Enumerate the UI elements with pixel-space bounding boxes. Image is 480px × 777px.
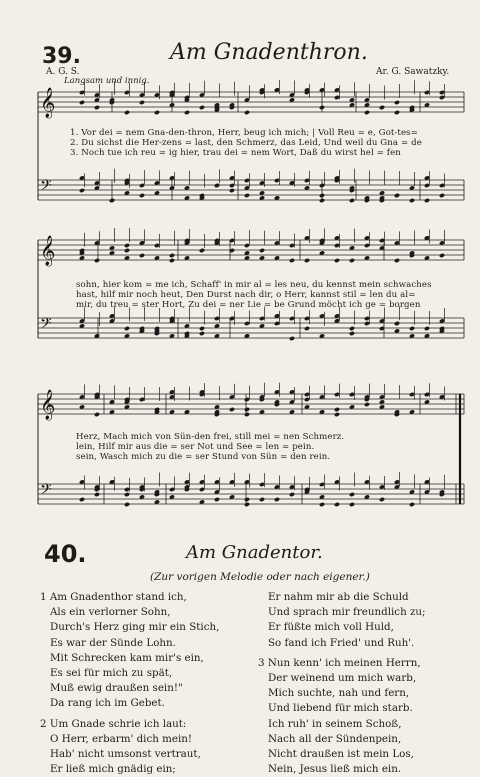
note-head <box>79 188 85 193</box>
verse-line: Da rang ich im Gebet. <box>50 697 165 710</box>
note-head <box>94 258 100 263</box>
verse-line: 1 Am Gnadenthor stand ich, <box>40 591 187 603</box>
verse-line: So fand ich Fried' und Ruh'. <box>268 636 415 649</box>
verse-line: Er nahm mir ab die Schuld <box>268 591 409 603</box>
note-head <box>244 497 250 502</box>
note-head <box>139 100 145 105</box>
note-head <box>304 258 310 263</box>
note-head <box>229 407 235 412</box>
note-head <box>364 402 370 407</box>
note-head <box>439 253 445 258</box>
note-head <box>259 497 265 502</box>
note-head <box>244 110 250 115</box>
note-head <box>214 497 220 502</box>
note-head <box>94 412 100 417</box>
note-head <box>124 502 130 507</box>
bass-clef-icon: 𝄢 <box>40 315 52 336</box>
lyric-line: sein, Wasch mich zu die = ser Stund von Sün = den rein. <box>76 452 331 462</box>
note-head <box>79 497 85 502</box>
note-head <box>154 110 160 115</box>
note-head <box>319 198 325 203</box>
note-head <box>124 248 130 253</box>
verse-line: Als ein verlorner Sohn, <box>50 606 171 619</box>
verse-line: Es war der Sünde Lohn. <box>50 636 176 649</box>
note-head <box>379 105 385 110</box>
note-head <box>394 110 400 115</box>
note-head <box>304 326 310 331</box>
note-head <box>199 326 205 331</box>
note-head <box>349 198 355 203</box>
note-head <box>169 253 175 258</box>
note-head <box>349 258 355 263</box>
verse-line: Der weinend um mich warb, <box>268 672 417 685</box>
note-head <box>199 105 205 110</box>
note-head <box>139 193 145 198</box>
note-head <box>94 105 100 110</box>
note-head <box>394 258 400 263</box>
lyric-line: mir, du treu = ster Hort, Zu dei = ner Lie = be Grund möcht ich ge = borgen <box>76 300 421 310</box>
note-head <box>409 502 415 507</box>
note-head <box>274 497 280 502</box>
note-head <box>124 492 130 497</box>
hymn-40-number: 40. <box>44 540 87 568</box>
note-head <box>439 193 445 198</box>
treble-clef-icon: 𝄞 <box>40 390 56 420</box>
verse-line: Ich ruh' in seinem Schoß, <box>268 717 402 730</box>
verse-line: Und liebend für mich starb. <box>268 702 413 715</box>
note-head <box>259 248 265 253</box>
note-head <box>124 110 130 115</box>
note-head <box>409 326 415 331</box>
verse-line: Und sprach mir freundlich zu; <box>268 606 426 619</box>
note-head <box>364 110 370 115</box>
verse-line: O Herr, erbarm' dich mein! <box>50 732 193 745</box>
verse-line: Mich suchte, nah und fern, <box>268 687 410 700</box>
lyric-line: lein, Hilf mir aus die = ser Not und See = len = pein. <box>76 442 315 452</box>
hymn-39-author-right: Ar. G. Sawatzky. <box>376 67 450 77</box>
lyric-line: sohn, hier kom = me ich, Schaff' in mir al = les neu, du kennst mein schwaches <box>76 280 432 290</box>
verse-line: 2 Um Gnade schrie ich laut: <box>40 717 187 730</box>
note-head <box>394 321 400 326</box>
note-head <box>394 100 400 105</box>
note-head <box>349 331 355 336</box>
hymn-39-tempo: Langsam und innig. <box>64 76 150 86</box>
note-head <box>214 183 220 188</box>
note-head <box>289 336 295 341</box>
note-head <box>334 258 340 263</box>
note-head <box>334 502 340 507</box>
note-head <box>379 497 385 502</box>
verse-line: Es sei für mich zu spät, <box>50 667 173 680</box>
system-3-lyrics <box>76 432 344 462</box>
verse-line: Nicht draußen ist mein Los, <box>268 748 414 761</box>
lyric-line: Herz, Mach mich von Sün-den frei, still mei = nen Schmerz. <box>76 432 345 442</box>
note-head <box>124 326 130 331</box>
lyric-line: 2. Du sichst die Her-zens = last, den Schmerz, das Leid, Und weil du Gna = de <box>70 138 422 148</box>
hymn-39-title: Am Gnadenthron. <box>170 40 368 65</box>
note-head <box>79 100 85 105</box>
note-head <box>229 188 235 193</box>
hymn-40-left-column <box>40 590 219 777</box>
note-head <box>319 105 325 110</box>
verse-line: Nein, Jesus ließ mich ein. <box>268 763 402 776</box>
verse-line: Mit Schrecken kam mir's ein, <box>50 651 204 664</box>
note-head <box>289 258 295 263</box>
note-head <box>319 193 325 198</box>
verse-line: Er füßte mich voll Huld, <box>268 621 394 634</box>
note-head <box>184 110 190 115</box>
note-head <box>349 502 355 507</box>
note-head <box>349 326 355 331</box>
lyric-line: 1. Vor dei = nem Gna-den-thron, Herr, beug ich mich; | Voll Reu = e, Got-tes= <box>70 128 418 138</box>
note-head <box>424 326 430 331</box>
note-head <box>394 193 400 198</box>
hymn-40-right-column <box>258 590 426 777</box>
treble-clef-icon: 𝄞 <box>40 88 56 118</box>
lyric-line: hast, hilf mir noch heut, Den Durst nach dir, o Herr, kannst stil = len du al= <box>76 290 416 300</box>
lyric-line: 3. Noch tue ich reu = ig hier, trau dei = nem Wort, Daß du wirst hel = fen <box>70 148 401 158</box>
verse-line: Er ließ mich gnädig ein; <box>50 763 176 776</box>
note-head <box>244 193 250 198</box>
verse-line: 3 Nun kenn' ich meinen Herrn, <box>258 656 421 669</box>
note-head <box>424 198 430 203</box>
note-head <box>409 198 415 203</box>
treble-clef-icon: 𝄞 <box>40 236 56 266</box>
note-head <box>109 198 115 203</box>
note-head <box>94 492 100 497</box>
note-head <box>139 253 145 258</box>
hymn-40-subtitle: (Zur vorigen Melodie oder nach eigener.) <box>150 571 370 583</box>
bass-clef-icon: 𝄢 <box>40 481 52 502</box>
note-head <box>169 258 175 263</box>
hymn-40-title: Am Gnadentor. <box>186 542 323 563</box>
note-head <box>244 407 250 412</box>
note-head <box>334 412 340 417</box>
hymn-39-number: 39. <box>42 44 81 69</box>
system-1-lyrics <box>70 128 422 158</box>
note-head <box>244 502 250 507</box>
note-head <box>334 407 340 412</box>
hymn-39-author-left: A. G. S. <box>46 67 80 77</box>
verse-line: Nach all der Sündenpein, <box>268 732 402 745</box>
note-head <box>319 502 325 507</box>
note-head <box>349 492 355 497</box>
note-head <box>199 248 205 253</box>
system-2-lyrics <box>76 280 432 310</box>
note-head <box>124 243 130 248</box>
note-head <box>244 412 250 417</box>
verse-line: Durch's Herz ging mir ein Stich, <box>50 621 220 634</box>
verse-line: Muß ewig draußen sein!" <box>50 682 183 695</box>
bass-clef-icon: 𝄢 <box>40 177 52 198</box>
note-head <box>289 492 295 497</box>
verse-line: Hab' nicht umsonst vertraut, <box>50 748 201 761</box>
note-head <box>199 331 205 336</box>
